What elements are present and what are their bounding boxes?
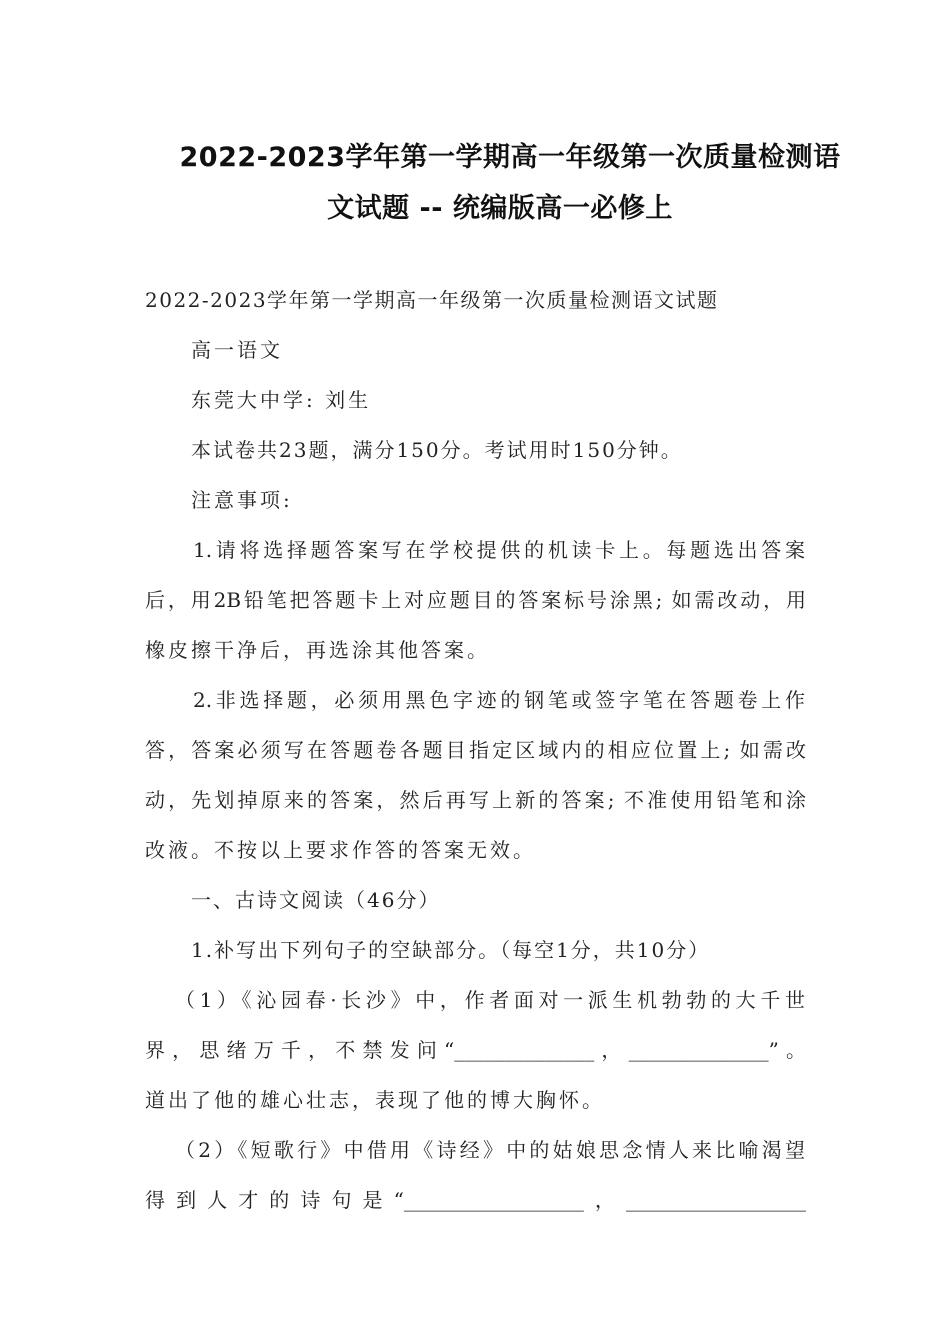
- section-heading: 一、古诗文阅读（46分）: [191, 888, 441, 912]
- notice-2-line-1: 2.非选择题，必须用黑色字迹的钢笔或签字笔在答题卷上作: [193, 688, 805, 712]
- notice-1-line-1: 1.请将选择题答案写在学校提供的机读卡上。每题选出答案: [193, 538, 805, 562]
- subject-line: 高一语文: [191, 338, 283, 362]
- document-title-line-2: 文试题 -- 统编版高一必修上: [327, 193, 673, 224]
- notice-2-line-4: 改液。不按以上要求作答的答案无效。: [145, 838, 536, 862]
- notice-1-line-2: 后，用2B铅笔把答题卡上对应题目的答案标号涂黑; 如需改动，用: [145, 588, 806, 612]
- question-1-prompt: 1.补写出下列句子的空缺部分。（每空1分，共10分）: [191, 938, 711, 962]
- document-title-line-1: 2022-2023学年第一学期高一年级第一次质量检测语: [179, 142, 841, 173]
- exam-header-line: 2022-2023学年第一学期高一年级第一次质量检测语文试题: [145, 288, 719, 312]
- question-1-1-line-1: （1）《沁园春·长沙》中，作者面对一派生机勃勃的大千世: [175, 988, 805, 1012]
- school-author-line: 东莞大中学: 刘生: [191, 388, 372, 412]
- notice-2-line-3: 动，先划掉原来的答案，然后再写上新的答案; 不准使用铅笔和涂: [145, 788, 806, 812]
- question-1-1-line-2: 界，思绪万千，不禁发问“______________，______________”。: [145, 1038, 806, 1062]
- notice-2-line-2: 答，答案必须写在答题卷各题目指定区域内的相应位置上; 如需改: [145, 738, 806, 762]
- notice-1-line-3: 橡皮擦干净后，再选涂其他答案。: [145, 638, 490, 662]
- question-1-2-line-2: 得到人才的诗句是“__________________，__________________: [145, 1188, 806, 1212]
- exam-info-line: 本试卷共23题，满分150分。考试用时150分钟。: [191, 438, 683, 462]
- notice-heading: 注意事项:: [191, 488, 293, 512]
- question-1-2-line-1: （2）《短歌行》中借用《诗经》中的姑娘思念情人来比喻渴望: [175, 1138, 805, 1162]
- question-1-1-line-3: 道出了他的雄心壮志，表现了他的博大胸怀。: [145, 1088, 605, 1112]
